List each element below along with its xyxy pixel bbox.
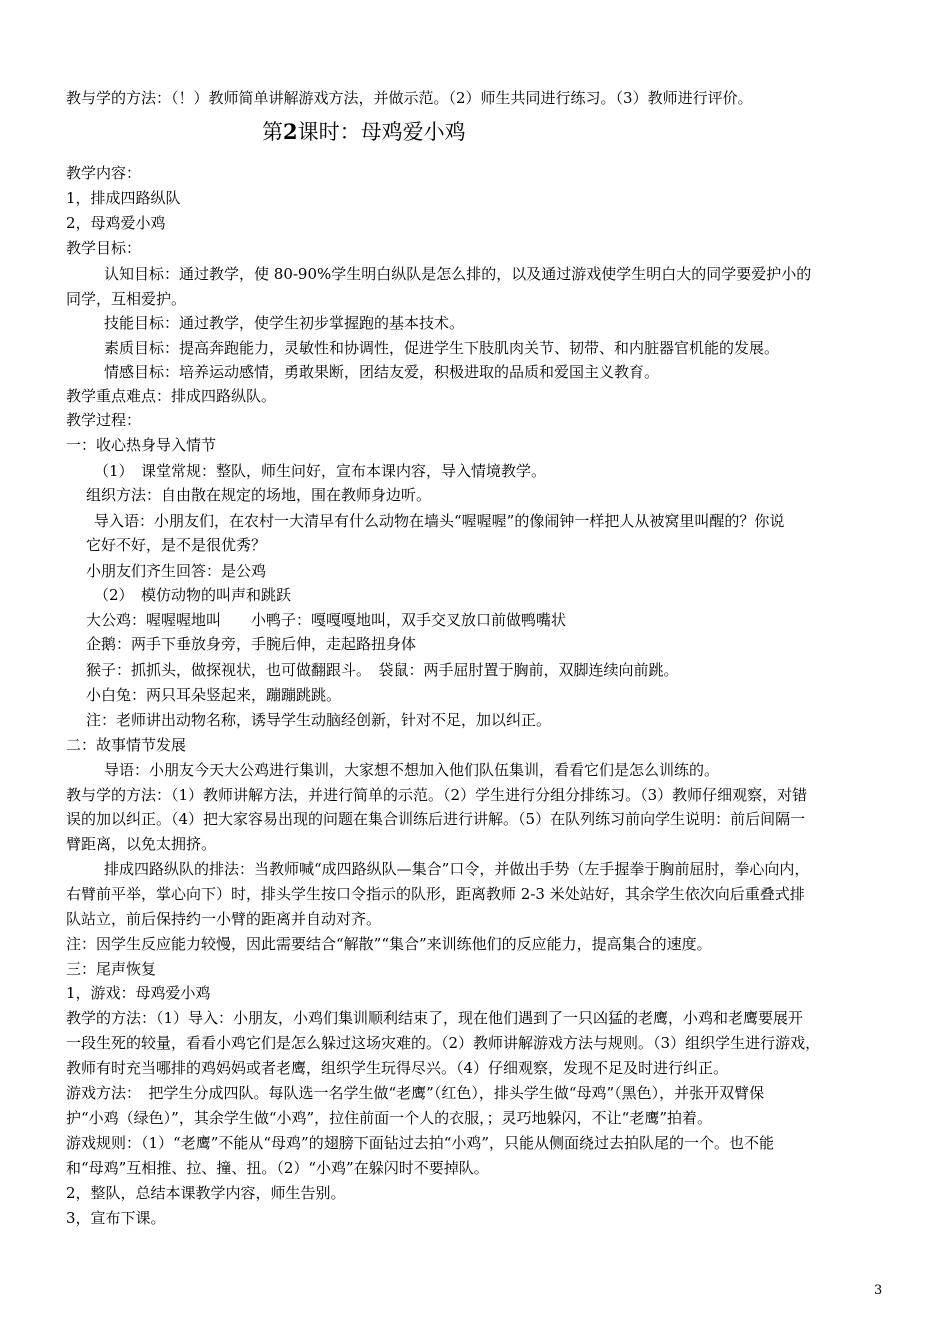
title-number: 2 (283, 119, 298, 144)
text-line: 认知目标：通过教学，使 80-90%学生明白纵队是怎么排的，以及通过游戏使学生明白大的同学要爱护小的 (104, 265, 812, 283)
text-line: 组织方法：自由散在规定的场地，围在教师身边听。 (86, 486, 432, 504)
text-line: 游戏方法： 把学生分成四队。每队选一名学生做“老鹰”（红色），排头学生做“母鸡”（黑色），并张开双臂保 (66, 1084, 765, 1102)
text-line: （2） 模仿动物的叫声和跳跃 (94, 586, 292, 604)
text-line: （1） 课堂常规：整队，师生问好，宣布本课内容，导入情境教学。 (94, 462, 547, 480)
text-line: 导语：小朋友今天大公鸡进行集训，大家想不想加入他们队伍集训，看看它们是怎么训练的。 (104, 761, 720, 779)
text-line: 右臂前平举，掌心向下）时，排头学生按口令指示的队形，距离教师 2-3 米处站好，其余学生依次向后重叠式排 (66, 885, 805, 903)
text-line: 它好不好，是不是很优秀？ (86, 536, 267, 554)
text-line: 教学的方法：（1）导入：小朋友，小鸡们集训顺利结束了，现在他们遇到了一只凶猛的老鹰，小鸡和老鹰要展开 (66, 1009, 804, 1027)
text-line: 1，排成四路纵队 (66, 189, 181, 207)
text-line: 2，母鸡爱小鸡 (66, 214, 166, 232)
text-line: 注：老师讲出动物名称，诱导学生动脑经创新，针对不足，加以纠正。 (86, 711, 552, 729)
text-line: 素质目标：提高奔跑能力，灵敏性和协调性，促进学生下肢肌肉关节、韧带、和内脏器官机能的发展。 (104, 339, 780, 357)
text-line: 注：因学生反应能力较慢，因此需要结合“解散”“集合”来训练他们的反应能力，提高集合的速度。 (66, 935, 712, 953)
text-line: 企鹅：两手下垂放身旁，手腕后伸，走起路扭身体 (86, 635, 417, 653)
text-line: 教学重点难点：排成四路纵队。 (66, 387, 277, 405)
text-line: 猴子：抓抓头，做探视状，也可做翻跟斗。 袋鼠：两手屈肘置于胸前，双脚连续向前跳。 (86, 661, 679, 679)
text-line: 和“母鸡”互相推、拉、撞、扭。（2）“小鸡”在躲闪时不要掉队。 (66, 1159, 489, 1177)
text-line: 小朋友们齐生回答：是公鸡 (86, 562, 267, 580)
text-line: 1，游戏：母鸡爱小鸡 (66, 984, 211, 1002)
page-number: 3 (874, 1283, 883, 1298)
text-line: 教与学的方法：（1）教师讲解方法，并进行简单的示范。（2）学生进行分组分排练习。（3）教师仔细观察，对错 (66, 786, 808, 804)
text-line: 3，宣布下课。 (66, 1209, 166, 1227)
text-line: 教学目标： (66, 239, 142, 257)
text-line: 技能目标：通过教学，使学生初步掌握跑的基本技术。 (104, 314, 465, 332)
text-line: 护“小鸡（绿色）”，其余学生做“小鸡”，拉住前面一个人的衣服，；灵巧地躲闪，不让“老鹰”拍着。 (66, 1109, 713, 1127)
text-line: 臂距离，以免太拥挤。 (66, 835, 217, 853)
text-line: 教学过程： (66, 411, 142, 429)
text-line: 一：收心热身导入情节 (66, 436, 217, 454)
text-line: 排成四路纵队的排法：当教师喊“成四路纵队—集合”口令，并做出手势（左手握拳于胸前屈肘，拳心向内， (104, 860, 810, 878)
text-line: 教学内容： (66, 164, 142, 182)
text-line: 导入语：小朋友们，在农村一大清早有什么动物在墙头“喔喔喔”的像闹钟一样把人从被窝里叫醒的？你说 (94, 512, 785, 530)
text-line: 教师有时充当哪排的鸡妈妈或者老鹰，组织学生玩得尽兴。（4）仔细观察，发现不足及时进行纠正。 (66, 1059, 729, 1077)
text-line: 游戏规则：（1）“老鹰”不能从“母鸡”的翅膀下面钻过去拍“小鸡”，只能从侧面绕过去拍队尾的一个。也不能 (66, 1134, 775, 1152)
text-line: 队站立，前后保持约一小臂的距离并自动对齐。 (66, 910, 382, 928)
text-line: 小白兔：两只耳朵竖起来，蹦蹦跳跳。 (86, 686, 342, 704)
text-line: 一段生死的较量，看看小鸡它们是怎么躲过这场灾难的。（2）教师讲解游戏方法与规则。（3）组织学生进行游戏， (66, 1034, 821, 1052)
text-line: 教与学的方法：（！）教师简单讲解游戏方法，并做示范。（2）师生共同进行练习。（3）教师进行评价。 (66, 89, 753, 107)
text-line: 三：尾声恢复 (66, 960, 157, 978)
text-line: 二：故事情节发展 (66, 736, 187, 754)
text-line: 2，整队，总结本课教学内容，师生告别。 (66, 1184, 346, 1202)
text-line: 情感目标：培养运动感情，勇敢果断，团结友爱，积极进取的品质和爱国主义教育。 (104, 363, 660, 381)
text-line: 同学，互相爱护。 (66, 290, 187, 308)
text-line: 误的加以纠正。（4）把大家容易出现的问题在集合训练后进行讲解。（5）在队列练习前向学生说明：前后间隔一 (66, 810, 806, 828)
lesson-title (262, 118, 466, 146)
title-suffix: 课时：母鸡爱小鸡 (297, 120, 466, 144)
text-line: 大公鸡：喔喔喔地叫 小鸭子：嘎嘎嘎地叫，双手交叉放口前做鸭嘴状 (86, 611, 567, 629)
title-prefix: 第 (262, 120, 283, 144)
